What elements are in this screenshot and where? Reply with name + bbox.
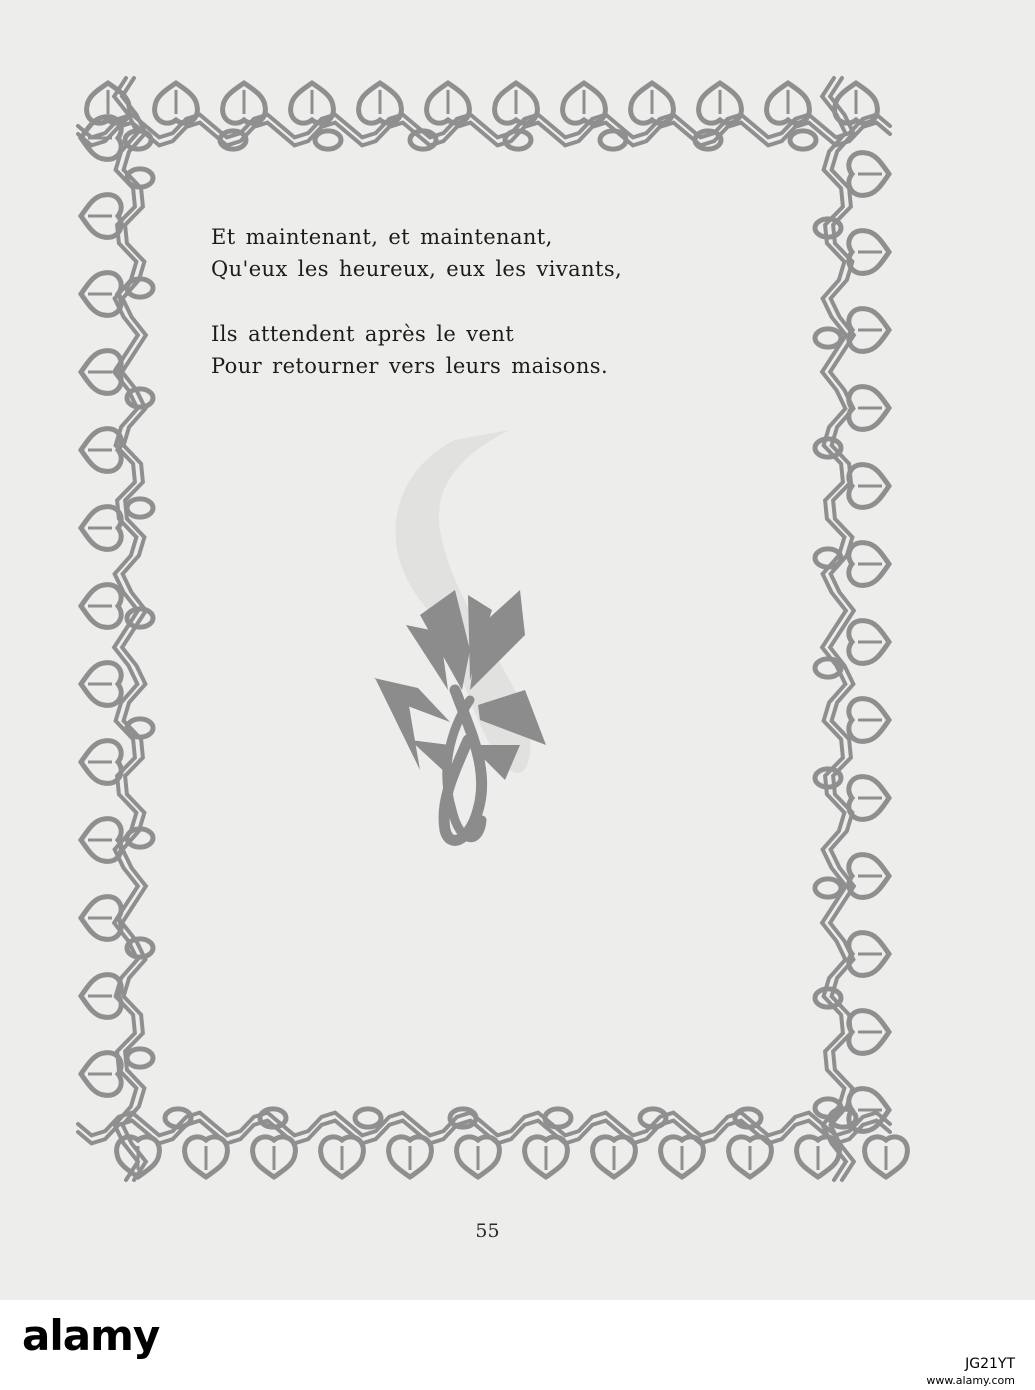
image-id: JG21YT bbox=[965, 1356, 1015, 1372]
poem-line: Pour retourner vers leurs maisons. bbox=[211, 354, 609, 378]
alamy-logo: alamy bbox=[22, 1311, 160, 1360]
page-number: 55 bbox=[475, 1220, 500, 1242]
poem-line: Qu'eux les heureux, eux les vivants, bbox=[211, 257, 623, 281]
poem-line: Et maintenant, et maintenant, bbox=[211, 225, 553, 249]
stanza-1 bbox=[211, 221, 771, 285]
flower-ornament bbox=[374, 430, 546, 840]
stanza-2 bbox=[211, 318, 771, 382]
poem-text bbox=[211, 221, 771, 415]
stock-url: www.alamy.com bbox=[926, 1374, 1015, 1387]
poem-line: Ils attendent après le vent bbox=[211, 322, 515, 346]
